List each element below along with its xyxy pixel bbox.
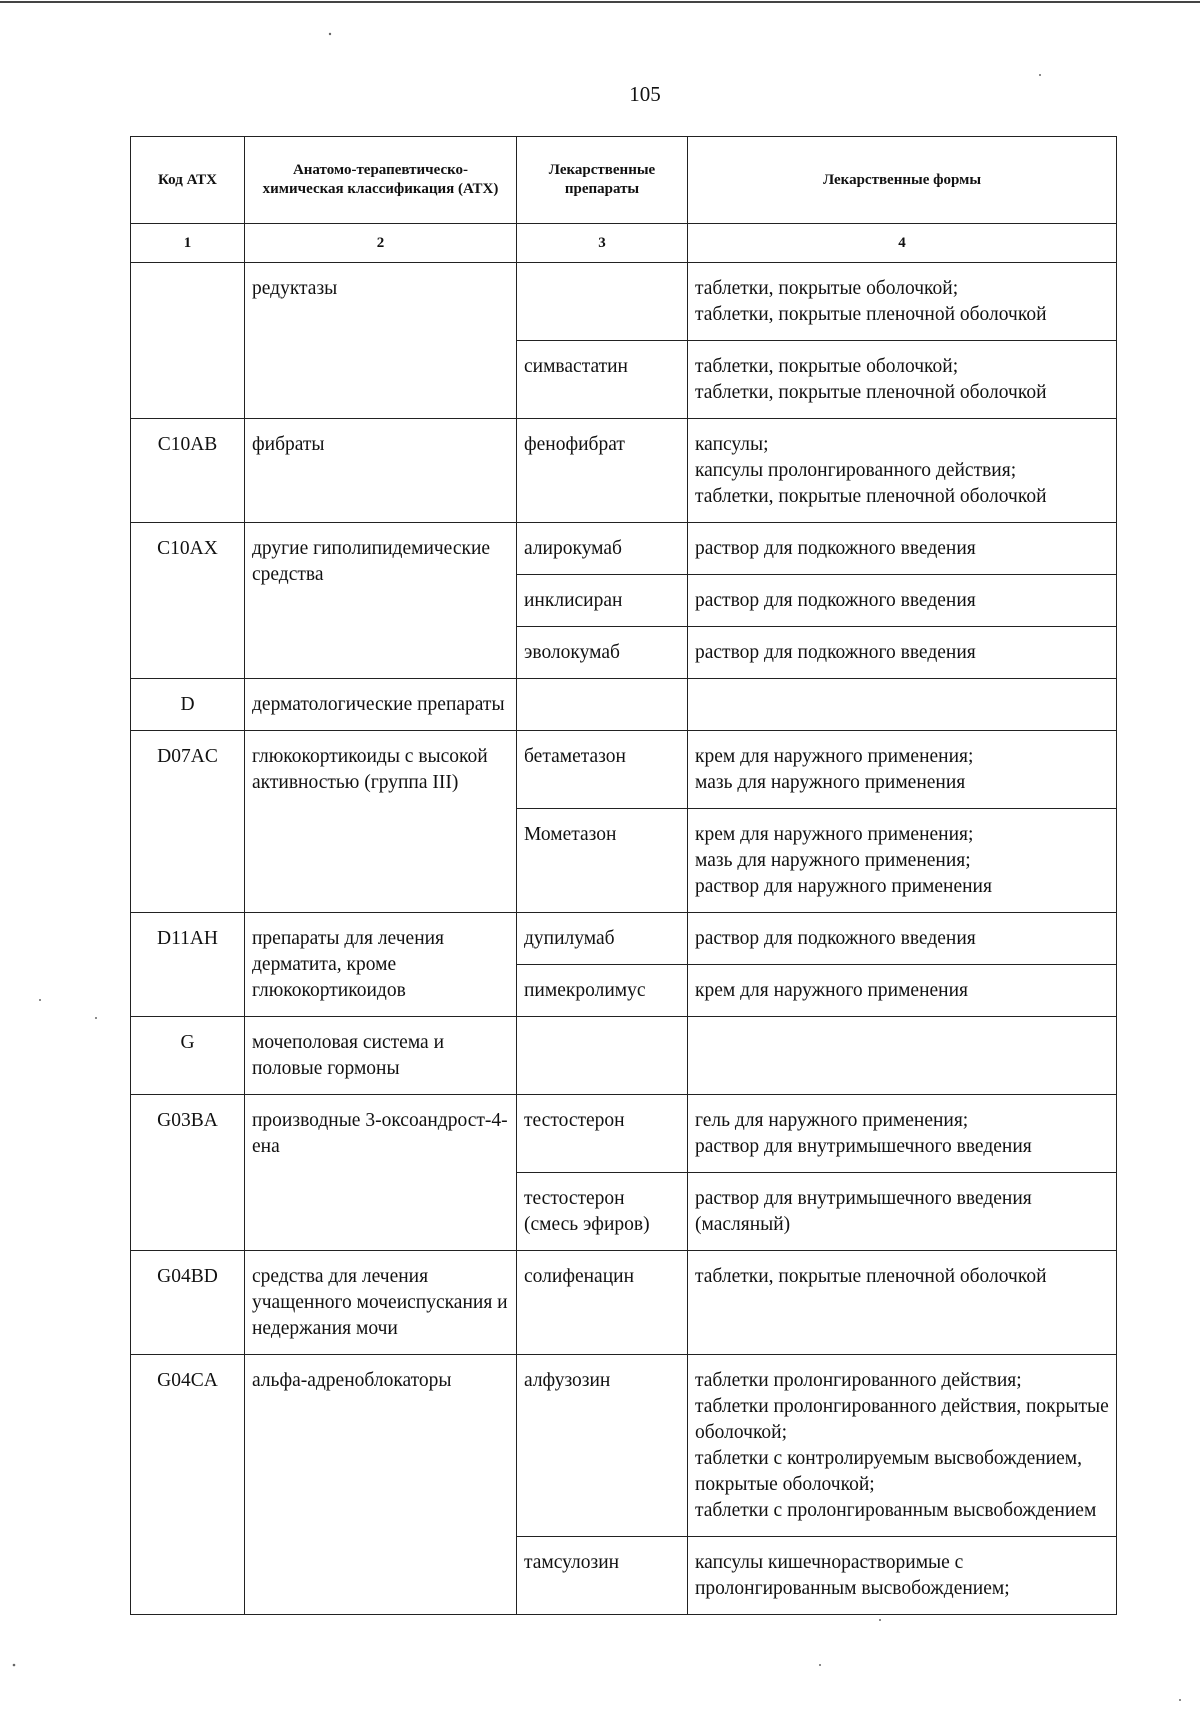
dosage-forms-cell [688,1017,1117,1095]
atx-name-cell: другие гиполипидемические средства [245,523,517,679]
column-number: 1 [131,224,245,263]
drug-name-cell: алфузозин [517,1355,688,1537]
page-number: 105 [629,82,661,106]
drug-name-cell: тестостерон [517,1095,688,1173]
dosage-forms-cell [688,419,1117,523]
column-number: 2 [245,224,517,263]
dosage-form-line: капсулы; [695,434,769,455]
dosage-forms-cell [688,523,1117,575]
dosage-forms-cell [688,809,1117,913]
dosage-form-line: раствор для подкожного введения [695,590,976,611]
table-row [131,523,1117,575]
dosage-form-line: таблетки с пролонгированным высвобождением [695,1500,1097,1521]
drug-name-cell: тамсулозин [517,1537,688,1615]
dosage-form-line: таблетки, покрытые оболочкой; [695,278,959,299]
dosage-forms-cell [688,341,1117,419]
atx-code-cell [131,263,245,419]
drug-name-cell: фенофибрат [517,419,688,523]
atx-name-cell: дерматологические препараты [245,679,517,731]
dosage-form-line: раствор для подкожного введения [695,642,976,663]
atx-name-cell: препараты для лечения дерматита, кроме глюкокортикоидов [245,913,517,1017]
drug-name-cell [517,263,688,341]
dosage-forms-cell [688,575,1117,627]
column-number-row [131,224,1117,263]
atx-code-cell: G [131,1017,245,1095]
table-row [131,1251,1117,1355]
drug-name-cell: симвастатин [517,341,688,419]
dosage-form-line: гель для наружного применения; [695,1110,969,1131]
table-row [131,679,1117,731]
dosage-form-line: капсулы пролонгированного действия; [695,460,1017,481]
dosage-forms-cell [688,1095,1117,1173]
table-row [131,419,1117,523]
table-row [131,1355,1117,1537]
atx-code-cell: D07AC [131,731,245,913]
dosage-form-line: таблетки, покрытые пленочной оболочкой [695,304,1047,325]
dosage-form-line: крем для наружного применения; [695,824,974,845]
atx-name-cell: фибраты [245,419,517,523]
dosage-forms-cell [688,1173,1117,1251]
atx-code-cell: C10AB [131,419,245,523]
atx-code-cell: C10AX [131,523,245,679]
dosage-forms-cell [688,1355,1117,1537]
dosage-form-line: раствор для подкожного введения [695,538,976,559]
dosage-forms-cell [688,263,1117,341]
dosage-form-line: таблетки, покрытые пленочной оболочкой [695,1266,1047,1287]
dosage-forms-cell [688,679,1117,731]
dosage-form-line: мазь для наружного применения [695,772,966,793]
drug-name-cell: пимекролимус [517,965,688,1017]
header-forms: Лекарственные формы [688,137,1117,224]
dosage-form-line: таблетки, покрытые оболочкой; [695,356,959,377]
dosage-forms-cell [688,913,1117,965]
atx-code-cell: D11AH [131,913,245,1017]
atx-name-cell: производные 3-оксоандрост-4-ена [245,1095,517,1251]
dosage-form-line: таблетки, покрытые пленочной оболочкой [695,486,1047,507]
table-header-row [131,137,1117,224]
atx-name-cell: альфа-адреноблокаторы [245,1355,517,1615]
drug-name-cell [517,679,688,731]
table-row [131,263,1117,341]
header-code: Код АТХ [131,137,245,224]
dosage-form-line: раствор для наружного применения [695,876,992,897]
dosage-form-line: раствор для внутримышечного введения [695,1136,1032,1157]
dosage-form-line: раствор для внутримышечного введения (масляный) [695,1188,1032,1235]
atx-code-cell: G04BD [131,1251,245,1355]
table-row [131,1095,1117,1173]
atx-table [130,136,1117,1615]
column-number: 3 [517,224,688,263]
dosage-form-line: крем для наружного применения; [695,746,974,767]
drug-name-cell: дупилумаб [517,913,688,965]
drug-name-cell: инклисиран [517,575,688,627]
atx-code-cell: G03BA [131,1095,245,1251]
dosage-form-line: раствор для подкожного введения [695,928,976,949]
atx-code-cell: G04CA [131,1355,245,1615]
column-number: 4 [688,224,1117,263]
atx-table-body [131,263,1117,1615]
drug-name-cell: алирокумаб [517,523,688,575]
atx-name-cell: глюкокортикоиды с высокой активностью (группа III) [245,731,517,913]
table-row [131,913,1117,965]
drug-name-cell: солифенацин [517,1251,688,1355]
drug-name-cell: эволокумаб [517,627,688,679]
table-row [131,1017,1117,1095]
atx-name-cell: мочеполовая система и половые гормоны [245,1017,517,1095]
atx-code-cell: D [131,679,245,731]
atx-name-cell: редуктазы [245,263,517,419]
drug-name-cell: Мометазон [517,809,688,913]
header-drugs: Лекарственные препараты [517,137,688,224]
dosage-forms-cell [688,1537,1117,1615]
drug-name-cell [517,1017,688,1095]
dosage-forms-cell [688,731,1117,809]
dosage-form-line: таблетки пролонгированного действия, покрытые оболочкой; [695,1396,1109,1443]
dosage-forms-cell [688,1251,1117,1355]
header-classification: Анатомо-терапевтическо-химическая классификация (АТХ) [245,137,517,224]
dosage-forms-cell [688,627,1117,679]
dosage-form-line: таблетки с контролируемым высвобождением, покрытые оболочкой; [695,1448,1082,1495]
drug-name-cell: тестостерон (смесь эфиров) [517,1173,688,1251]
table-row [131,731,1117,809]
dosage-form-line: крем для наружного применения [695,980,969,1001]
dosage-form-line: капсулы кишечнорастворимые с пролонгированным высвобождением; [695,1552,1010,1599]
dosage-form-line: мазь для наружного применения; [695,850,971,871]
drug-name-cell: бетаметазон [517,731,688,809]
dosage-form-line: таблетки пролонгированного действия; [695,1370,1022,1391]
dosage-form-line: таблетки, покрытые пленочной оболочкой [695,382,1047,403]
dosage-forms-cell [688,965,1117,1017]
atx-name-cell: средства для лечения учащенного мочеиспускания и недержания мочи [245,1251,517,1355]
